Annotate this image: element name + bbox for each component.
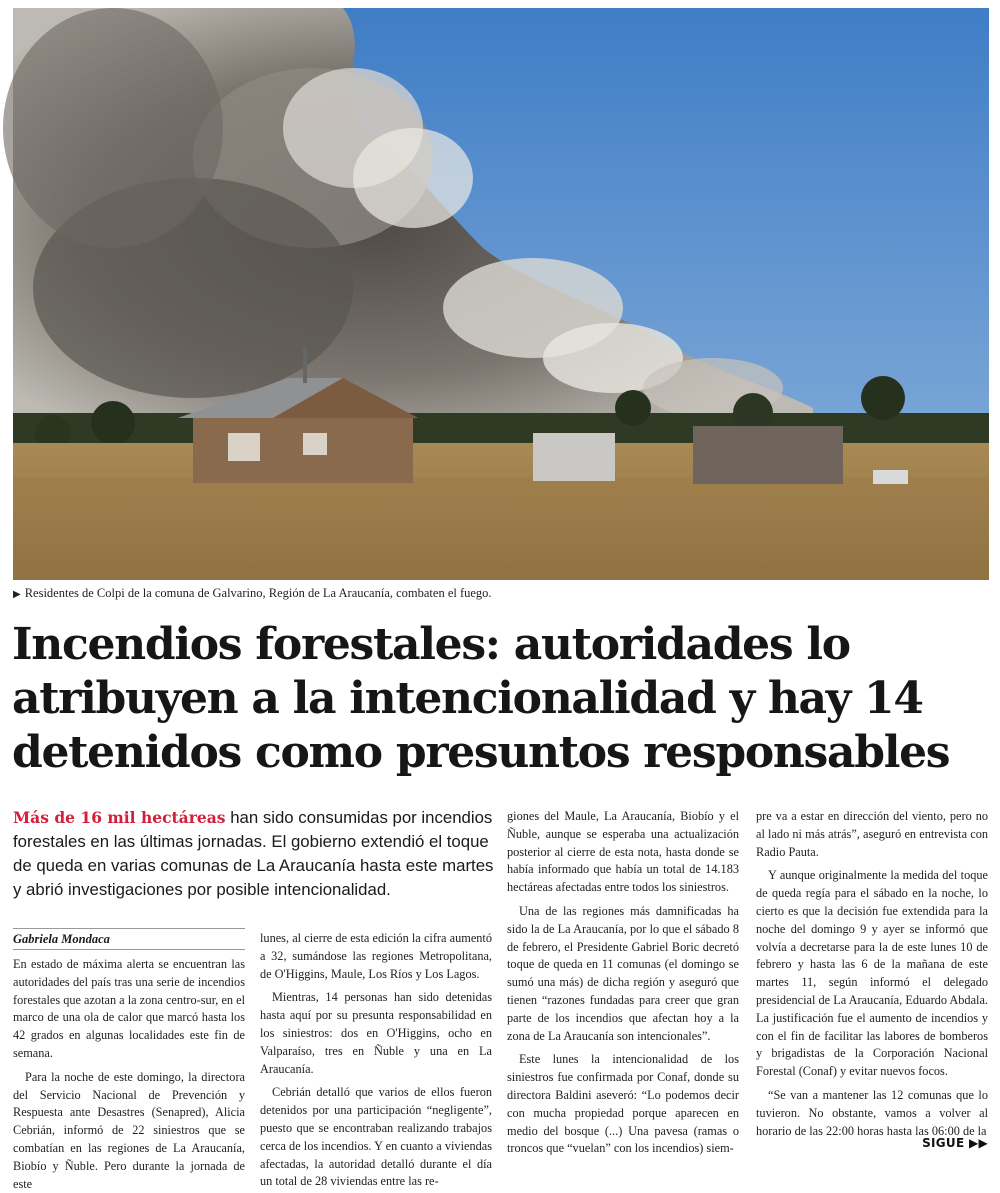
body-paragraph: Este lunes la intencionalidad de los siniestros fue confirmada por Conaf, donde su directora Baldini aseveró: “Lo podemos decir con mucha propiedad porque aparecen en medio del bosque (...) Una pavesa (ramas o troncos que “vuelan” con los incendios) siem- [507, 1052, 739, 1156]
byline: Gabriela Mondaca [13, 928, 245, 950]
body-paragraph: Para la noche de este domingo, la directora del Servicio Nacional de Prevención y Respuesta ante Desastres (Senapred), Alicia Cebrián, informó de 22 siniestros que se combatían en las regiones de La Araucanía, Biobío y Ñuble. Pero durante la jornada de este [13, 1069, 245, 1191]
headline [12, 618, 992, 780]
wildfire-photo [13, 8, 989, 580]
lead-paragraph [13, 806, 498, 902]
headline-line-3: detenidos como presuntos responsables [12, 727, 950, 778]
headline-line-2: atribuyen a la intencionalidad y hay 14 [12, 673, 923, 724]
body-paragraph: Y aunque originalmente la medida del toque de queda regía para el sábado en la noche, lo cierto es que la decisión fue extendida para la noche del domingo 9 y ayer se informó que volvía a decretarse para la de este lunes 10 de febrero y hasta las 6 de la mañana de este martes 11, según informó el delegado presidencial de La Araucanía, Eduardo Abdala. La justificación fue el aumento de incendios y con el fin de facilitar las labores de bomberos y brigadistas de la Corporación Nacional Forestal (Conaf) y evitar nuevos focos. [756, 868, 988, 1079]
body-column-2 [260, 930, 492, 1191]
lead-highlight: Más de 16 mil hectáreas [13, 808, 226, 827]
body-paragraph: Mientras, 14 personas han sido detenidas hasta aquí por su presunta responsabilidad en los siniestros: dos en O'Higgins, ocho en Valparaíso, tres en Ñuble y una en La Araucanía. [260, 990, 492, 1076]
body-column-3 [507, 808, 739, 1158]
headline-line-1: Incendios forestales: autoridades lo [12, 619, 850, 670]
caption-marker-icon: ▶ [13, 589, 21, 600]
body-column-1 [13, 956, 245, 1193]
body-column-4 [756, 808, 988, 1140]
body-paragraph: Una de las regiones más damnificadas ha sido la de La Araucanía, por lo que el sábado 8 de febrero, el Presidente Gabriel Boric decretó toque de queda en 11 comunas (el domingo se sumó una más) de dicha región y aseguró que tienen “razones fundadas para creer que gran parte de los incendios que afectan hoy a la zona de La Araucanía son intencionales”. [507, 903, 739, 1043]
body-paragraph: “Se van a mantener las 12 comunas que lo tuvieron. No obstante, vamos a volver al horario de las 22:00 horas hasta las 06:00 de la [756, 1087, 988, 1138]
caption-text: Residentes de Colpi de la comuna de Galvarino, Región de La Araucanía, combaten el fuego. [24, 586, 492, 600]
photo-illustration [13, 8, 989, 580]
body-paragraph: lunes, al cierre de esta edición la cifra aumentó a 32, sumándose las regiones Metropolitana, de O'Higgins, Maule, Los Ríos y Los Lagos. [260, 931, 492, 981]
continue-marker: SIGUE ▶▶ [922, 1136, 988, 1150]
body-paragraph: pre va a estar en dirección del viento, pero no al lado ni más atrás”, aseguró en entrevista con Radio Pauta. [756, 809, 988, 859]
photo-caption [13, 586, 492, 601]
body-paragraph: Cebrián detalló que varios de ellos fueron detenidos por una participación “negligente”, puesto que se encontraban realizando trabajos cerca de los incendios. Y en cuanto a viviendas afectadas, la autoridad detalló durante el día un total de 28 viviendas entre las re- [260, 1085, 492, 1189]
body-paragraph: En estado de máxima alerta se encuentran las autoridades del país tras una serie de incendios forestales que azotan a la zona centro-sur, en el marco de una ola de calor que marcó hasta los 42 grados en algunas localidades este fin de semana. [13, 957, 246, 1060]
body-paragraph: giones del Maule, La Araucanía, Biobío y el Ñuble, aunque se esperaba una actualización posterior al cierre de esta nota, hasta donde se había informado que había un total de 14.183 hectáreas afectadas entre todos los siniestros. [507, 809, 739, 895]
lead-text: han sido consumidas por incendios forestales en las últimas jornadas. El gobierno extendió el toque de queda en varias comunas de La Araucanía hasta este martes y abrió investigaciones por posible intencionalidad. [13, 808, 494, 899]
